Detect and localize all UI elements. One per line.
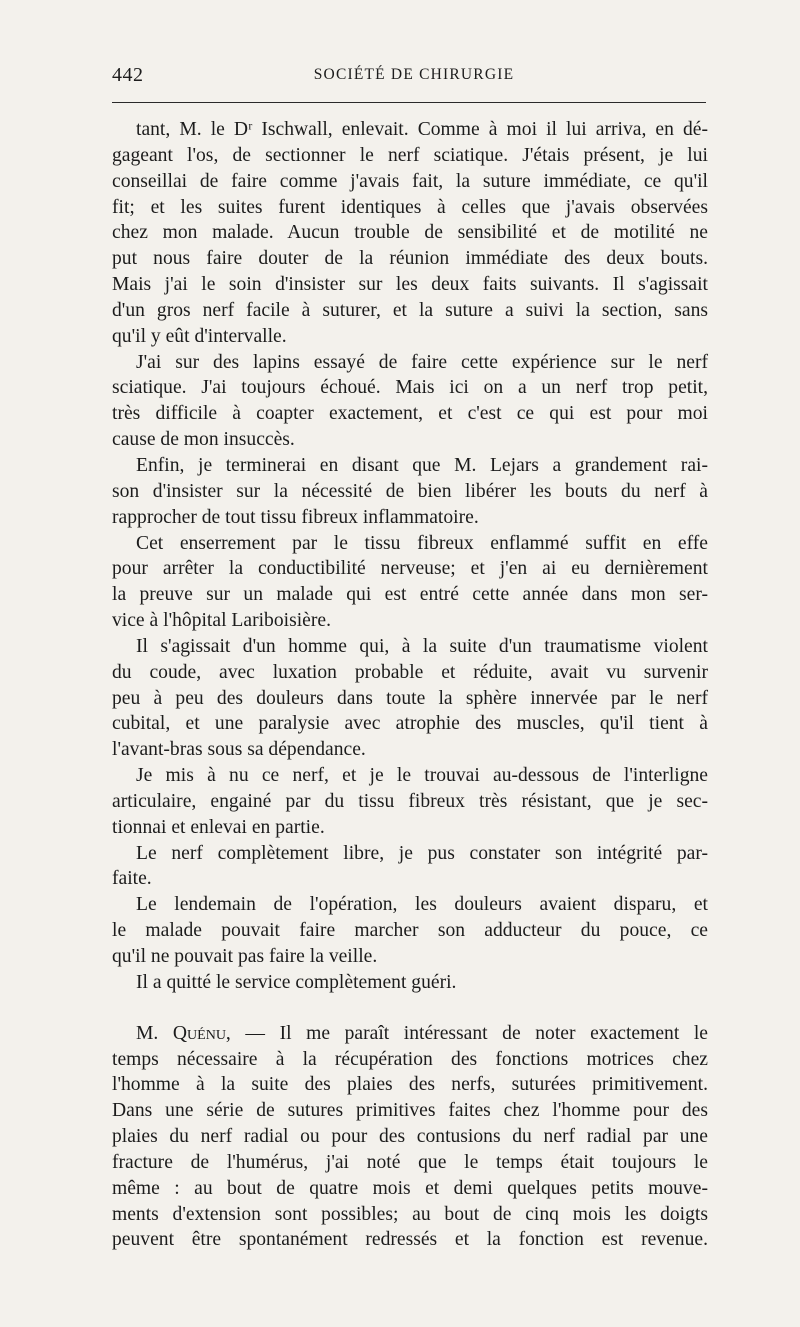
paragraph — [112, 117, 708, 350]
text-line: gageant l'os, de sectionner le nerf sciatique. J'étais présent, je lui — [112, 144, 708, 166]
paragraph — [112, 634, 708, 763]
text-line: Je mis à nu ce nerf, et je le trouvai au-dessous de l'interligne — [136, 765, 708, 787]
paragraph — [112, 531, 708, 634]
text-line: qu'il ne pouvait pas faire la veille. — [112, 946, 378, 967]
text-line: Il a quitté le service complètement guéri. — [136, 971, 457, 993]
body-text — [112, 117, 708, 1253]
text-line: faite. — [112, 868, 152, 890]
text-line: articulaire, engainé par du tissu fibreux très résistant, que je sec- — [112, 790, 708, 812]
text-line: qu'il y eût d'intervalle. — [112, 325, 287, 347]
page-number: 442 — [112, 64, 144, 86]
text-line: cubital, et une paralysie avec atrophie des muscles, qu'il tient à — [112, 713, 708, 735]
text-line: Mais j'ai le soin d'insister sur les deux faits suivants. Il s'agissait — [112, 274, 708, 296]
text-line: Cet enserrement par le tissu fibreux enflammé suffit en effe — [136, 532, 708, 554]
text-line: fit; et les suites furent identiques à celles que j'avais observées — [112, 196, 708, 218]
text-line: la preuve sur un malade qui est entré cette année dans mon ser- — [112, 584, 708, 606]
text-line: Le nerf complètement libre, je pus constater son intégrité par- — [136, 842, 708, 864]
text-line: sciatique. J'ai toujours échoué. Mais ici on a un nerf trop petit, — [112, 377, 708, 399]
header-rule — [112, 102, 706, 103]
text-line: peu à peu des douleurs dans toute la sphère innervée par le nerf — [112, 687, 708, 709]
paragraph — [112, 763, 708, 841]
paragraph — [112, 841, 708, 893]
text-line: très difficile à coapter exactement, et c'est ce qui est pour moi — [112, 403, 708, 425]
text-line: Le lendemain de l'opération, les douleurs avaient disparu, et — [136, 894, 708, 916]
text-line: Enfin, je terminerai en disant que M. Lejars a grandement rai- — [136, 454, 708, 476]
text-line: cause de mon insuccès. — [112, 429, 295, 451]
paragraph — [112, 970, 708, 996]
paragraph-list — [112, 117, 708, 996]
text-line: vice à l'hôpital Lariboisière. — [112, 610, 331, 632]
text-line: conseillai de faire comme j'avais fait, la suture immédiate, ce qu'il — [112, 170, 708, 192]
paragraph — [112, 453, 708, 531]
text-line: peuvent être spontanément redressés et la fonction est revenue. — [112, 1229, 708, 1251]
text-line: Il s'agissait d'un homme qui, à la suite d'un traumatisme violent — [136, 635, 708, 657]
text-line: fracture de l'humérus, j'ai noté que le temps était toujours le — [112, 1151, 708, 1173]
text-line: put nous faire douter de la réunion immédiate des deux bouts. — [112, 248, 708, 270]
text-line: rapprocher de tout tissu fibreux inflammatoire. — [112, 506, 479, 528]
text-line: l'homme à la suite des plaies des nerfs, suturées primitivement. — [112, 1074, 708, 1096]
text-line: plaies du nerf radial ou pour des contusions du nerf radial par une — [112, 1126, 708, 1148]
text-line: le malade pouvait faire marcher son adducteur du pouce, ce — [112, 920, 708, 942]
section-gap — [112, 996, 708, 1021]
speech-first-line-text: — Il me paraît intéressant de noter exactement le — [230, 1022, 708, 1044]
text-line: temps nécessaire à la récupération des fonctions motrices chez — [112, 1048, 708, 1070]
paragraph — [112, 892, 708, 970]
paragraph — [112, 350, 708, 453]
text-line: chez mon malade. Aucun trouble de sensibilité et de motilité ne — [112, 222, 708, 244]
text-line: l'avant-bras sous sa dépendance. — [112, 739, 366, 761]
text-line: son d'insister sur la nécessité de bien libérer les bouts du nerf à — [112, 480, 708, 502]
running-head: SOCIÉTÉ DE CHIRURGIE — [313, 66, 515, 83]
text-line: du coude, avec luxation probable et réduite, avait vu survenir — [112, 661, 708, 683]
text-line: ments d'extension sont possibles; au bout de cinq mois les doigts — [112, 1203, 708, 1225]
text-line: tant, M. le Dʳ Ischwall, enlevait. Comme à moi il lui arriva, en dé- — [136, 119, 708, 140]
text-line: Dans une série de sutures primitives faites chez l'homme pour des — [112, 1100, 708, 1122]
text-line: J'ai sur des lapins essayé de faire cette expérience sur le nerf — [136, 351, 708, 373]
text-line: même : au bout de quatre mois et demi quelques petits mouve- — [112, 1177, 708, 1199]
speech-block — [112, 1021, 708, 1254]
text-line: d'un gros nerf facile à suturer, et la suture a suivi la section, sans — [112, 299, 708, 321]
speaker-name: M. Quénu, — [136, 1022, 231, 1044]
text-line: pour arrêter la conductibilité nerveuse; et j'en ai eu dernièrement — [112, 558, 708, 580]
text-line: tionnai et enlevai en partie. — [112, 816, 325, 838]
speech-first-line — [112, 1021, 708, 1047]
